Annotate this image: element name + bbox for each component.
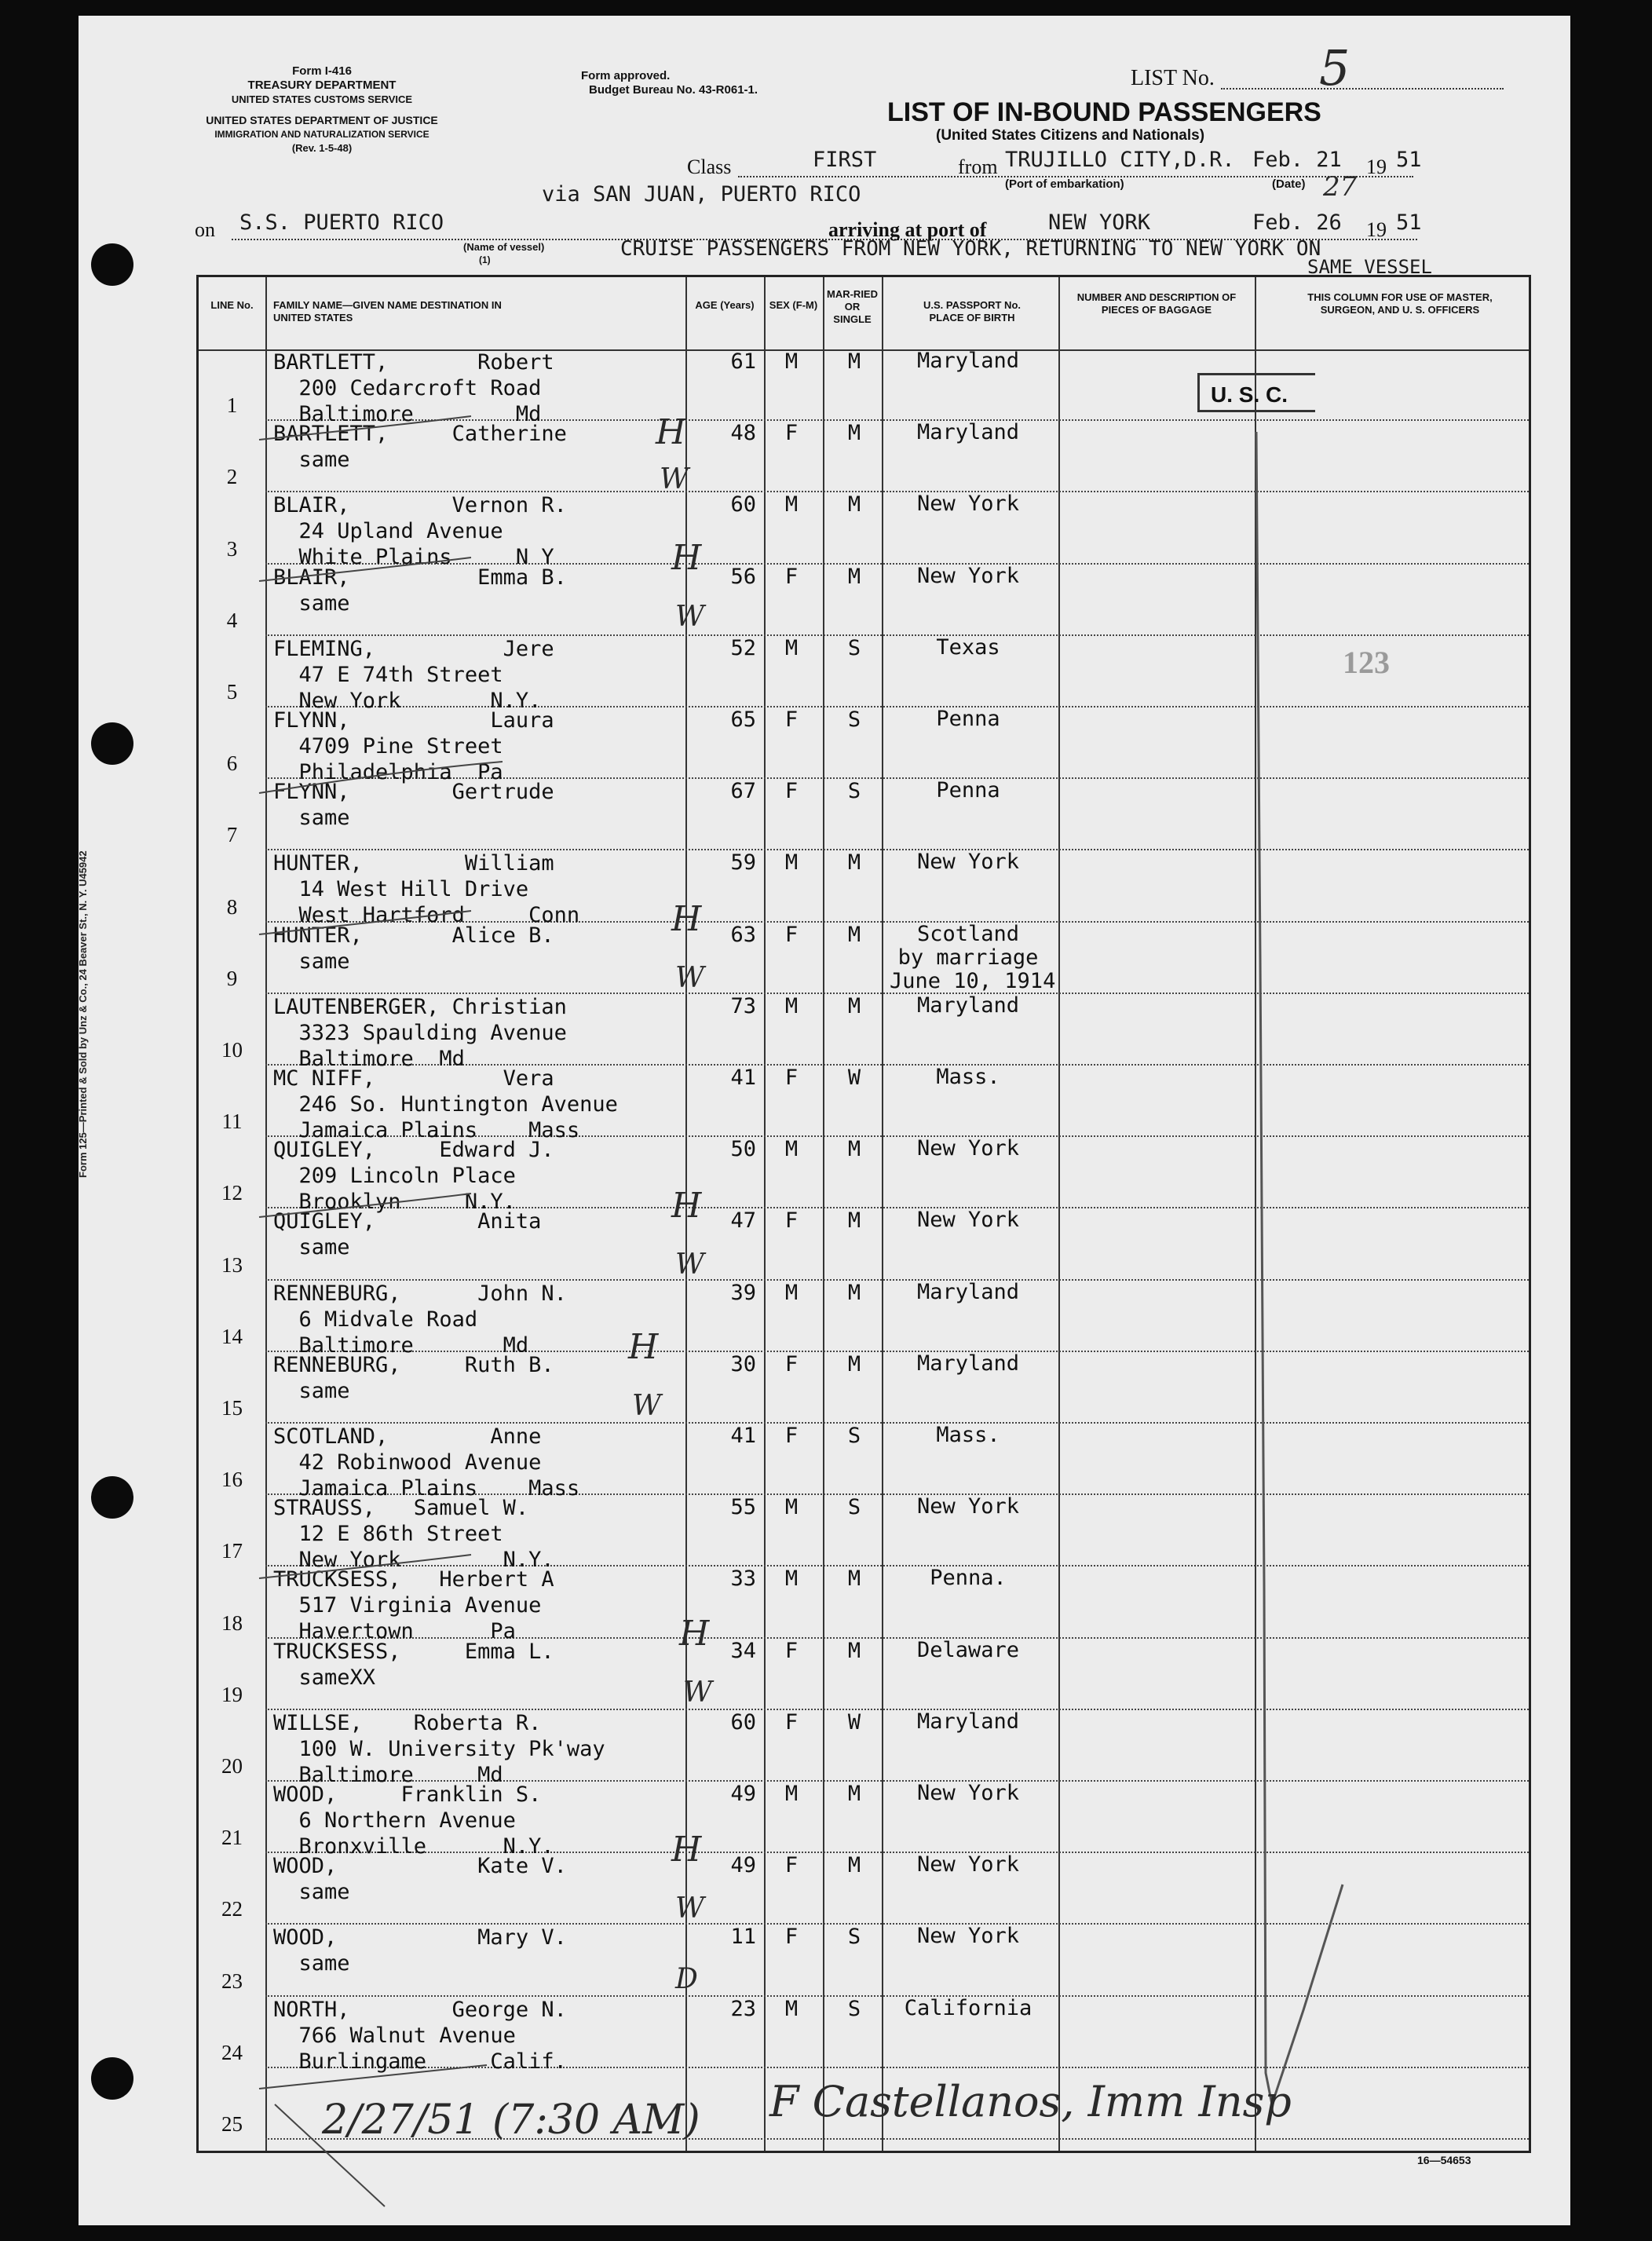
table-row bbox=[199, 1709, 1529, 1787]
port-embarkation-label: (Port of embarkation) bbox=[1005, 177, 1124, 191]
binder-hole bbox=[91, 2057, 133, 2100]
passenger-age: 60 bbox=[730, 492, 756, 517]
on-label: on bbox=[195, 218, 215, 241]
table-row bbox=[199, 923, 1529, 994]
table-row bbox=[199, 1208, 1529, 1280]
passenger-birthplace: New York bbox=[916, 1208, 1020, 1233]
line-number: 20 bbox=[221, 1753, 243, 1778]
passenger-name-address: HUNTER, William 14 West Hill Drive West Hartford Conn bbox=[273, 851, 580, 928]
pencil-number: 123 bbox=[1343, 645, 1390, 680]
line-number: 21 bbox=[221, 1826, 243, 1850]
passenger-sex: F bbox=[784, 421, 799, 446]
arrival-time-handwritten: 2/27/51 (7:30 AM) bbox=[322, 2097, 700, 2144]
passenger-sex: F bbox=[784, 1709, 799, 1735]
passenger-age: 41 bbox=[730, 1066, 756, 1090]
passenger-marital-status: M bbox=[847, 564, 861, 589]
passenger-birthplace: Maryland bbox=[916, 993, 1020, 1018]
header-married: MAR-RIED OR SINGLE bbox=[827, 288, 878, 325]
mark-w: W bbox=[683, 1676, 713, 1709]
binder-hole bbox=[91, 243, 133, 286]
passenger-name-address: LAUTENBERGER, Christian 3323 Spaulding Avenue Baltimore Md bbox=[273, 994, 567, 1071]
passenger-marital-status: M bbox=[847, 492, 861, 517]
passenger-name-address: FLYNN, Laura 4709 Pine Street Philadelphia Pa bbox=[273, 708, 554, 784]
header-baggage: NUMBER AND DESCRIPTION OF PIECES OF BAGGAGE bbox=[1076, 291, 1237, 316]
arrival-year: 51 bbox=[1396, 210, 1422, 235]
embark-date: Feb. 21 bbox=[1252, 148, 1342, 172]
passenger-birthplace: New York bbox=[916, 492, 1020, 517]
passenger-marital-status: S bbox=[847, 1424, 861, 1448]
table-row bbox=[199, 421, 1529, 492]
passenger-name-address: TRUCKSESS, Herbert A 517 Virginia Avenue Havertown Pa bbox=[273, 1567, 554, 1644]
passenger-marital-status: M bbox=[847, 850, 861, 876]
passenger-birthplace: Mass. bbox=[936, 1065, 1000, 1089]
cruise-note-line1: CRUISE PASSENGERS FROM NEW YORK, RETURNING TO NEW YORK ON bbox=[620, 237, 1321, 261]
line-number: 7 bbox=[226, 823, 238, 847]
mark-h: H bbox=[628, 1327, 659, 1367]
table-row bbox=[199, 1136, 1529, 1215]
passenger-age: 11 bbox=[730, 1925, 756, 1950]
mark-w: W bbox=[675, 1248, 705, 1281]
table-row bbox=[199, 1423, 1529, 1501]
line-number: 9 bbox=[226, 966, 238, 990]
passenger-name-address: SCOTLAND, Anne 42 Robinwood Avenue Jamaica Plains Mass bbox=[273, 1424, 580, 1501]
table-row bbox=[199, 707, 1529, 784]
embark-year: 51 bbox=[1396, 148, 1422, 172]
passenger-sex: M bbox=[784, 492, 799, 517]
passenger-marital-status: S bbox=[847, 707, 861, 732]
treasury-label: TREASURY DEPARTMENT bbox=[247, 79, 397, 92]
passenger-name-address: FLYNN, Gertrude same bbox=[273, 780, 554, 831]
line-number: 19 bbox=[221, 1682, 243, 1706]
passenger-sex: F bbox=[784, 564, 799, 589]
passenger-marital-status: M bbox=[847, 1351, 861, 1376]
vessel-label: (Name of vessel) bbox=[463, 241, 545, 253]
passenger-birthplace: Maryland bbox=[916, 420, 1020, 445]
passenger-marital-status: M bbox=[847, 922, 861, 947]
passenger-name-address: HUNTER, Alice B. same bbox=[273, 923, 554, 974]
passenger-name-address: NORTH, George N. 766 Walnut Avenue Burlingame Calif. bbox=[273, 1997, 567, 2074]
table-row bbox=[199, 1065, 1529, 1142]
binder-hole bbox=[91, 722, 133, 765]
passenger-birthplace: Delaware bbox=[916, 1637, 1020, 1662]
table-row bbox=[199, 1352, 1529, 1424]
table-row bbox=[199, 1566, 1529, 1644]
form-code: 16—54653 bbox=[1417, 2154, 1471, 2166]
arrival-year-prefix: 19 bbox=[1366, 218, 1387, 241]
passenger-age: 61 bbox=[730, 349, 756, 374]
table-row bbox=[199, 634, 1529, 713]
passenger-marital-status: M bbox=[847, 1782, 861, 1806]
table-row bbox=[199, 993, 1529, 1071]
line-number: 3 bbox=[226, 536, 238, 561]
passenger-marital-status: M bbox=[847, 1853, 861, 1878]
passenger-age: 30 bbox=[730, 1351, 756, 1376]
passenger-birthplace: Texas bbox=[936, 634, 1000, 660]
via-port: via SAN JUAN, PUERTO RICO bbox=[542, 182, 861, 207]
mark-h: H bbox=[671, 899, 702, 939]
table-row bbox=[199, 779, 1529, 850]
table-row bbox=[199, 349, 1529, 426]
mark-h: H bbox=[671, 1830, 702, 1870]
passenger-birthplace: Penna. bbox=[930, 1566, 1007, 1591]
customs-label: UNITED STATES CUSTOMS SERVICE bbox=[231, 93, 413, 105]
budget-bureau: Budget Bureau No. 43-R061-1. bbox=[589, 83, 758, 97]
passenger-marital-status: M bbox=[847, 1567, 861, 1592]
passenger-birthplace: Maryland bbox=[916, 1279, 1020, 1304]
passenger-name-address: QUIGLEY, Edward J. 209 Lincoln Place Brooklyn N.Y. bbox=[273, 1138, 554, 1215]
passenger-birthplace: Scotland by marriage June 10, 1914 bbox=[890, 921, 1056, 993]
class-value: FIRST bbox=[813, 148, 877, 172]
line-number: 14 bbox=[221, 1324, 243, 1348]
passenger-sex: M bbox=[784, 1567, 799, 1592]
passenger-sex: F bbox=[784, 779, 799, 804]
passenger-sex: F bbox=[784, 707, 799, 732]
passenger-name-address: QUIGLEY, Anita same bbox=[273, 1209, 542, 1260]
header-sex: SEX (F-M) bbox=[769, 299, 818, 311]
mark-w: W bbox=[675, 962, 705, 994]
passenger-name-address: BLAIR, Emma B. same bbox=[273, 565, 567, 616]
passenger-birthplace: New York bbox=[916, 1924, 1020, 1949]
passenger-age: 65 bbox=[730, 707, 756, 732]
customs-stamp: U. S. C. bbox=[1197, 373, 1315, 412]
revision-label: (Rev. 1-5-48) bbox=[291, 142, 353, 154]
line-number: 24 bbox=[221, 2040, 243, 2064]
table-row bbox=[199, 565, 1529, 636]
form-sheet bbox=[79, 16, 1570, 2225]
cruise-note-line2: SAME VESSEL bbox=[1307, 256, 1432, 278]
passenger-name-address: BARTLETT, Catherine same bbox=[273, 422, 567, 473]
passenger-sex: M bbox=[784, 1137, 799, 1162]
from-value: TRUJILLO CITY,D.R. bbox=[1005, 148, 1235, 172]
passenger-age: 63 bbox=[730, 922, 756, 947]
passenger-age: 34 bbox=[730, 1638, 756, 1663]
passenger-age: 60 bbox=[730, 1709, 756, 1735]
passenger-marital-status: M bbox=[847, 1137, 861, 1162]
mark-w: W bbox=[632, 1390, 662, 1422]
passenger-birthplace: New York bbox=[916, 1781, 1020, 1805]
passenger-age: 39 bbox=[730, 1280, 756, 1305]
line-number: 4 bbox=[226, 608, 238, 632]
header-name: FAMILY NAME—GIVEN NAME DESTINATION IN UNITED STATES bbox=[273, 299, 502, 324]
mark-w: W bbox=[675, 601, 705, 633]
form-subtitle: (United States Citizens and Nationals) bbox=[936, 127, 1205, 144]
line-number: 12 bbox=[221, 1181, 243, 1205]
passenger-marital-status: W bbox=[847, 1709, 861, 1735]
binder-hole bbox=[91, 1476, 133, 1519]
passenger-age: 49 bbox=[730, 1782, 756, 1806]
list-no-underline bbox=[1221, 88, 1504, 90]
mark-w: W bbox=[675, 1892, 705, 1925]
passenger-birthplace: Penna bbox=[936, 778, 1000, 803]
passenger-sex: F bbox=[784, 1853, 799, 1878]
arrival-day-handwritten: 27 bbox=[1323, 171, 1358, 203]
passenger-age: 56 bbox=[730, 564, 756, 589]
vessel-col-number: (1) bbox=[479, 254, 491, 265]
line-number: 1 bbox=[226, 393, 238, 418]
class-label: Class bbox=[687, 155, 732, 178]
mark-h: H bbox=[671, 538, 702, 578]
inspector-signature: F Castellanos, Imm Insp bbox=[769, 2077, 1292, 2126]
passenger-birthplace: New York bbox=[916, 1136, 1020, 1161]
passenger-name-address: WILLSE, Roberta R. 100 W. University Pk'way Baltimore Md bbox=[273, 1710, 605, 1787]
passenger-name-address: MC NIFF, Vera 246 So. Huntington Avenue Jamaica Plains Mass bbox=[273, 1066, 618, 1142]
passenger-marital-status: M bbox=[847, 349, 861, 374]
list-no-label: LIST No. bbox=[1131, 66, 1215, 90]
line-number: 11 bbox=[221, 1110, 243, 1134]
line-number: 6 bbox=[226, 751, 238, 776]
mark-w: W bbox=[660, 463, 689, 495]
passenger-name-address: WOOD, Mary V. same bbox=[273, 1925, 567, 1976]
table-row bbox=[199, 492, 1529, 570]
line-number: 2 bbox=[226, 465, 238, 489]
mark-h: H bbox=[671, 1186, 702, 1226]
table-row bbox=[199, 850, 1529, 928]
table-row bbox=[199, 1925, 1529, 1996]
passenger-birthplace: Penna bbox=[936, 707, 1000, 731]
passenger-marital-status: M bbox=[847, 1280, 861, 1305]
passenger-age: 33 bbox=[730, 1567, 756, 1592]
passenger-birthplace: Maryland bbox=[916, 1351, 1020, 1376]
mark-h: H bbox=[656, 412, 686, 452]
passenger-age: 49 bbox=[730, 1853, 756, 1878]
passenger-sex: F bbox=[784, 1424, 799, 1448]
form-approved: Form approved. bbox=[581, 69, 671, 82]
passenger-age: 73 bbox=[730, 993, 756, 1018]
table-row bbox=[199, 1853, 1529, 1925]
passenger-name-address: RENNEBURG, Ruth B. same bbox=[273, 1352, 554, 1403]
arriving-label: arriving at port of bbox=[828, 218, 987, 241]
line-number: 10 bbox=[221, 1037, 243, 1062]
vessel-name: S.S. PUERTO RICO bbox=[239, 210, 444, 235]
passenger-sex: F bbox=[784, 922, 799, 947]
passenger-birthplace: New York bbox=[916, 1494, 1020, 1519]
form-id: Form I-416 bbox=[292, 64, 352, 78]
passenger-marital-status: M bbox=[847, 421, 861, 446]
passenger-sex: M bbox=[784, 1996, 799, 2021]
passenger-marital-status: M bbox=[847, 1208, 861, 1234]
passenger-marital-status: S bbox=[847, 1925, 861, 1950]
passenger-age: 50 bbox=[730, 1137, 756, 1162]
mark-h: H bbox=[679, 1614, 710, 1654]
passenger-name-address: BARTLETT, Robert 200 Cedarcroft Road Baltimore Md bbox=[273, 350, 554, 426]
list-no-handwritten: 5 bbox=[1319, 39, 1350, 97]
header-age: AGE (Years) bbox=[695, 299, 755, 311]
passenger-age: 41 bbox=[730, 1424, 756, 1448]
table-row bbox=[199, 1995, 1529, 2074]
line-number: 23 bbox=[221, 1969, 243, 1993]
passenger-name-address: FLEMING, Jere 47 E 74th Street New York N.Y. bbox=[273, 636, 554, 713]
passenger-age: 67 bbox=[730, 779, 756, 804]
line-number: 15 bbox=[221, 1395, 243, 1420]
passenger-name-address: TRUCKSESS, Emma L. sameXX bbox=[273, 1639, 554, 1690]
passenger-marital-status: M bbox=[847, 993, 861, 1018]
passenger-sex: M bbox=[784, 1495, 799, 1520]
passenger-name-address: WOOD, Franklin S. 6 Northern Avenue Bronxville N.Y. bbox=[273, 1782, 554, 1859]
justice-label: UNITED STATES DEPARTMENT OF JUSTICE bbox=[206, 114, 438, 126]
passenger-birthplace: California bbox=[904, 1995, 1032, 2020]
table-row bbox=[199, 1781, 1529, 1859]
passenger-age: 23 bbox=[730, 1996, 756, 2021]
line-number: 18 bbox=[221, 1610, 243, 1635]
line-number: 5 bbox=[226, 679, 238, 704]
passenger-age: 59 bbox=[730, 850, 756, 876]
passenger-table bbox=[196, 275, 1531, 2153]
passenger-sex: M bbox=[784, 349, 799, 374]
passenger-sex: M bbox=[784, 635, 799, 660]
passenger-sex: M bbox=[784, 850, 799, 876]
passenger-marital-status: M bbox=[847, 1638, 861, 1663]
side-print-text: Form 125—Printed & Sold by Unz & Co., 24 Beaver St., N. Y. U45942 bbox=[77, 850, 89, 1178]
header-line-no: LINE No. bbox=[210, 299, 254, 311]
passenger-sex: M bbox=[784, 1280, 799, 1305]
mark-d: D bbox=[675, 1963, 698, 1995]
passenger-name-address: WOOD, Kate V. same bbox=[273, 1854, 567, 1905]
arrival-port: NEW YORK bbox=[1048, 210, 1151, 235]
passenger-age: 52 bbox=[730, 635, 756, 660]
passenger-sex: M bbox=[784, 993, 799, 1018]
arrival-date: Feb. 26 bbox=[1252, 210, 1342, 235]
line-number: 17 bbox=[221, 1539, 243, 1563]
passenger-sex: F bbox=[784, 1066, 799, 1090]
passenger-sex: M bbox=[784, 1782, 799, 1806]
passenger-marital-status: S bbox=[847, 635, 861, 660]
line-number: 13 bbox=[221, 1252, 243, 1277]
passenger-age: 48 bbox=[730, 421, 756, 446]
form-title: LIST OF IN-BOUND PASSENGERS bbox=[887, 97, 1321, 127]
table-row bbox=[199, 1639, 1529, 1710]
line-number: 25 bbox=[221, 2111, 243, 2136]
passenger-name-address: RENNEBURG, John N. 6 Midvale Road Baltimore Md bbox=[273, 1281, 567, 1358]
header-officers: THIS COLUMN FOR USE OF MASTER, SURGEON, AND U. S. OFFICERS bbox=[1307, 291, 1493, 316]
passenger-name-address: BLAIR, Vernon R. 24 Upland Avenue White Plains N Y bbox=[273, 493, 567, 570]
passenger-marital-status: S bbox=[847, 1495, 861, 1520]
immigration-label: IMMIGRATION AND NATURALIZATION SERVICE bbox=[214, 129, 429, 140]
line-number: 16 bbox=[221, 1468, 243, 1492]
passenger-marital-status: S bbox=[847, 779, 861, 804]
passenger-birthplace: New York bbox=[916, 1852, 1020, 1877]
passenger-sex: F bbox=[784, 1351, 799, 1376]
passenger-marital-status: W bbox=[847, 1066, 861, 1090]
table-row bbox=[199, 1279, 1529, 1358]
passenger-birthplace: Mass. bbox=[936, 1423, 1000, 1447]
passenger-birthplace: Maryland bbox=[916, 1709, 1020, 1734]
date-label: (Date) bbox=[1272, 177, 1306, 191]
table-row bbox=[199, 1494, 1529, 1573]
passenger-age: 55 bbox=[730, 1495, 756, 1520]
passenger-birthplace: New York bbox=[916, 850, 1020, 875]
line-number: 8 bbox=[226, 894, 238, 919]
passenger-sex: F bbox=[784, 1638, 799, 1663]
from-label: from bbox=[958, 155, 998, 178]
embark-year-prefix: 19 bbox=[1366, 155, 1387, 178]
passenger-sex: F bbox=[784, 1925, 799, 1950]
passenger-marital-status: S bbox=[847, 1996, 861, 2021]
passenger-age: 47 bbox=[730, 1208, 756, 1234]
passenger-sex: F bbox=[784, 1208, 799, 1234]
passenger-birthplace: New York bbox=[916, 563, 1020, 588]
passenger-name-address: STRAUSS, Samuel W. 12 E 86th Street New York N.Y. bbox=[273, 1496, 554, 1573]
line-number: 22 bbox=[221, 1897, 243, 1921]
passenger-birthplace: Maryland bbox=[916, 349, 1020, 373]
header-place: U.S. PASSPORT No. PLACE OF BIRTH bbox=[923, 299, 1021, 324]
